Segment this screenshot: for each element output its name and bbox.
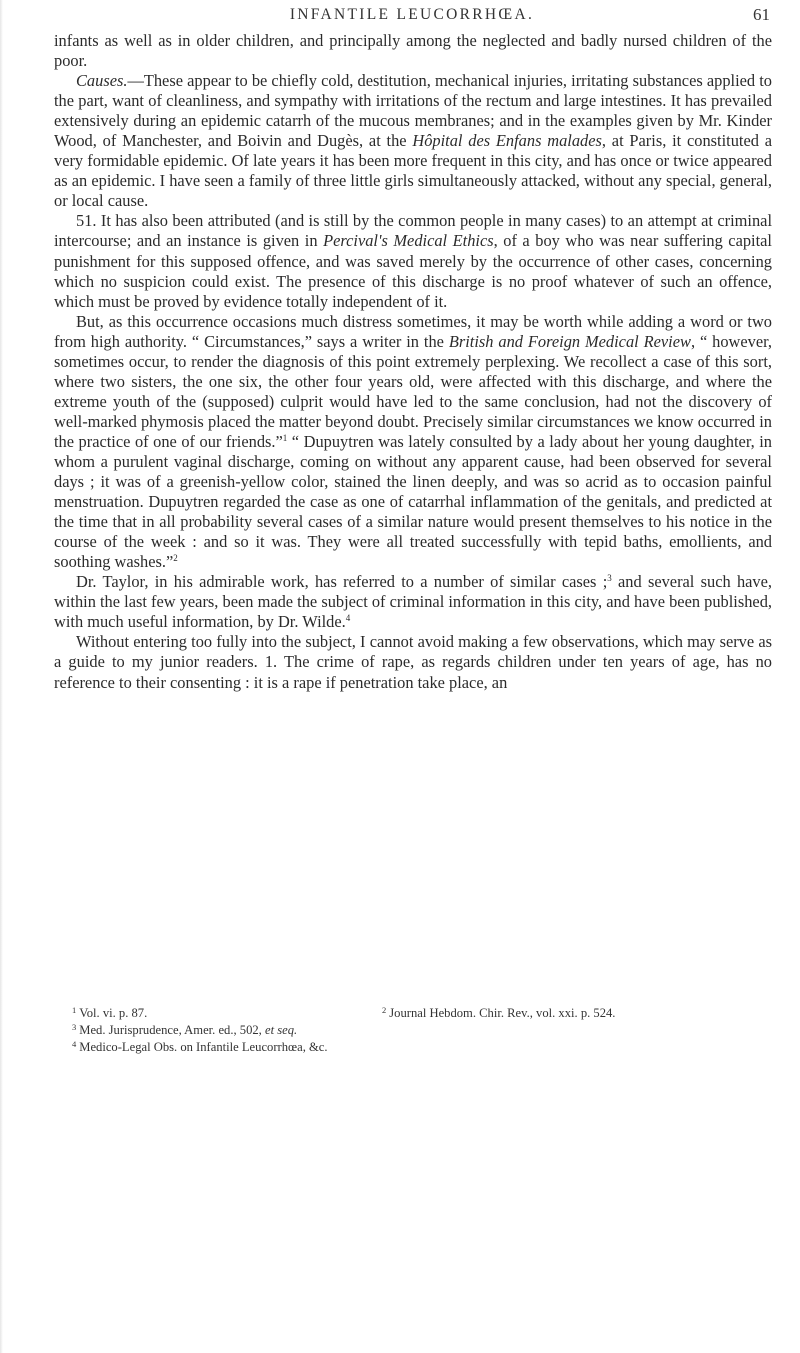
- paragraph-observations: [54, 632, 772, 692]
- footnote-ref-1: 1: [282, 432, 288, 443]
- page-edge-shadow: [0, 0, 3, 1353]
- footnote-ref-2: 2: [173, 553, 178, 564]
- footnote-number: 1: [72, 1005, 77, 1015]
- italic-title-review: British and Foreign Medical Review: [448, 331, 691, 351]
- footnote-number: 3: [72, 1022, 77, 1033]
- paragraph-51: [54, 211, 772, 311]
- footnote-4: [54, 1037, 772, 1054]
- footnote-number: 4: [72, 1039, 77, 1050]
- footnote-text: Med. Jurisprudence, Amer. ed., 502,: [79, 1023, 265, 1038]
- paragraph-text: , at Paris, it constituted a very formidable epidemic. Of late years it has been more frequent in this city, and has once or twice appeared as an epidemic. I have seen a family of three little girls simultaneously attacked, without any special, general, or local cause.: [54, 131, 773, 211]
- footnote-text: Vol. vi. p. 87.: [79, 1006, 148, 1020]
- footnotes: [54, 1003, 772, 1055]
- paragraph-taylor: [54, 572, 772, 632]
- footnote-italic: et seq.: [264, 1023, 298, 1038]
- italic-title-percival: Percival's Medical Ethics: [323, 231, 494, 251]
- paragraph-text: infants as well as in older children, and principally among the neglected and badly nursed children of the poor.: [54, 31, 772, 71]
- paragraph-text: 51. It has also been attributed (and is still by the common people in many cases) to an attempt at criminal intercourse; and an instance is given in: [54, 211, 772, 251]
- footnote-row: [54, 1003, 772, 1020]
- page-number: 61: [753, 5, 770, 24]
- paragraph-text: and several such have, within the last few years, been made the subject of criminal information in this city, and have been published, with much useful information, by Dr. Wilde.: [54, 572, 772, 632]
- footnote-1: [54, 1003, 364, 1020]
- section-label-causes: Causes.: [76, 71, 128, 91]
- paragraph-text: But, as this occurrence occasions much distress sometimes, it may be worth while adding a word or two from high authority. “ Circumstances,” says a writer in the: [54, 311, 772, 351]
- footnote-ref-4: 4: [345, 613, 351, 624]
- body-text: [54, 31, 772, 693]
- paragraph-1: [54, 31, 772, 71]
- paragraph-text: Without entering too fully into the subject, I cannot avoid making a few observations, which may serve as a guide to my junior readers. 1. The crime of rape, as regards children under ten years of age, has no reference to their consenting : it is a rape if penetration take place, an: [54, 632, 772, 692]
- running-title: INFANTILE LEUCORRHŒA.: [289, 6, 535, 23]
- paragraph-text: , “ however, sometimes occur, to render the diagnosis of this point extremely perplexing. We recollect a case of this sort, where two sisters, the one six, the other four years old, were affected with this discharge, and where the extreme youth of the (supposed) culprit would have led to the same conclusion, had not the discovery of well-marked phymosis placed the matter beyond doubt. Precisely similar circumstances we know occurred in the practice of one of our friends.”: [54, 331, 772, 451]
- paragraph-text: —These appear to be chiefly cold, destitution, mechanical injuries, irritating substances applied to the part, want of cleanliness, and sympathy with irritations of the rectum and large intestines. It has prevailed extensively during an epidemic catarrh of the mucous membranes; and in the examples given by Mr. Kinder Wood, of Manchester, and Boivin and Dugès, at the: [54, 71, 772, 151]
- paragraph-text: “ Dupuytren was lately consulted by a lady about her young daughter, in whom a purulent vaginal discharge, coming on without any apparent cause, had been observed for several days ; it was of a greenish-yellow color, stained the linen deeply, and was so acrid as to occasion painful menstruation. Dupuytren regarded the case as one of catarrhal inflammation of the genitals, and predicted at the time that in all probability several cases of a similar nature would present themselves to his notice in the course of the week : and so it was. They were all treated successfully with tepid baths, emollients, and soothing washes.”: [54, 431, 772, 572]
- paragraph-text: Dr. Taylor, in his admirable work, has referred to a number of similar cases ;: [76, 572, 608, 592]
- footnote-ref-3: 3: [607, 573, 612, 584]
- footnote-text: Journal Hebdom. Chir. Rev., vol. xxi. p. 524.: [389, 1006, 616, 1020]
- paragraph-authority: [54, 312, 772, 573]
- italic-title-hopital: Hôpital des Enfans malades: [412, 131, 602, 151]
- footnote-2: [364, 1003, 615, 1020]
- footnote-3: [54, 1020, 772, 1037]
- paragraph-text: , of a boy who was near suffering capital punishment for this supposed offence, and was saved merely by the occurrence of other cases, concerning which no suspicion could exist. The presence of this discharge is no proof whatever of such an offence, which must be proved by evidence totally independent of it.: [54, 231, 772, 311]
- paragraph-causes: [54, 71, 772, 211]
- footnote-text: Medico-Legal Obs. on Infantile Leucorrhœa, &c.: [79, 1040, 328, 1055]
- footnote-number: 2: [382, 1005, 387, 1015]
